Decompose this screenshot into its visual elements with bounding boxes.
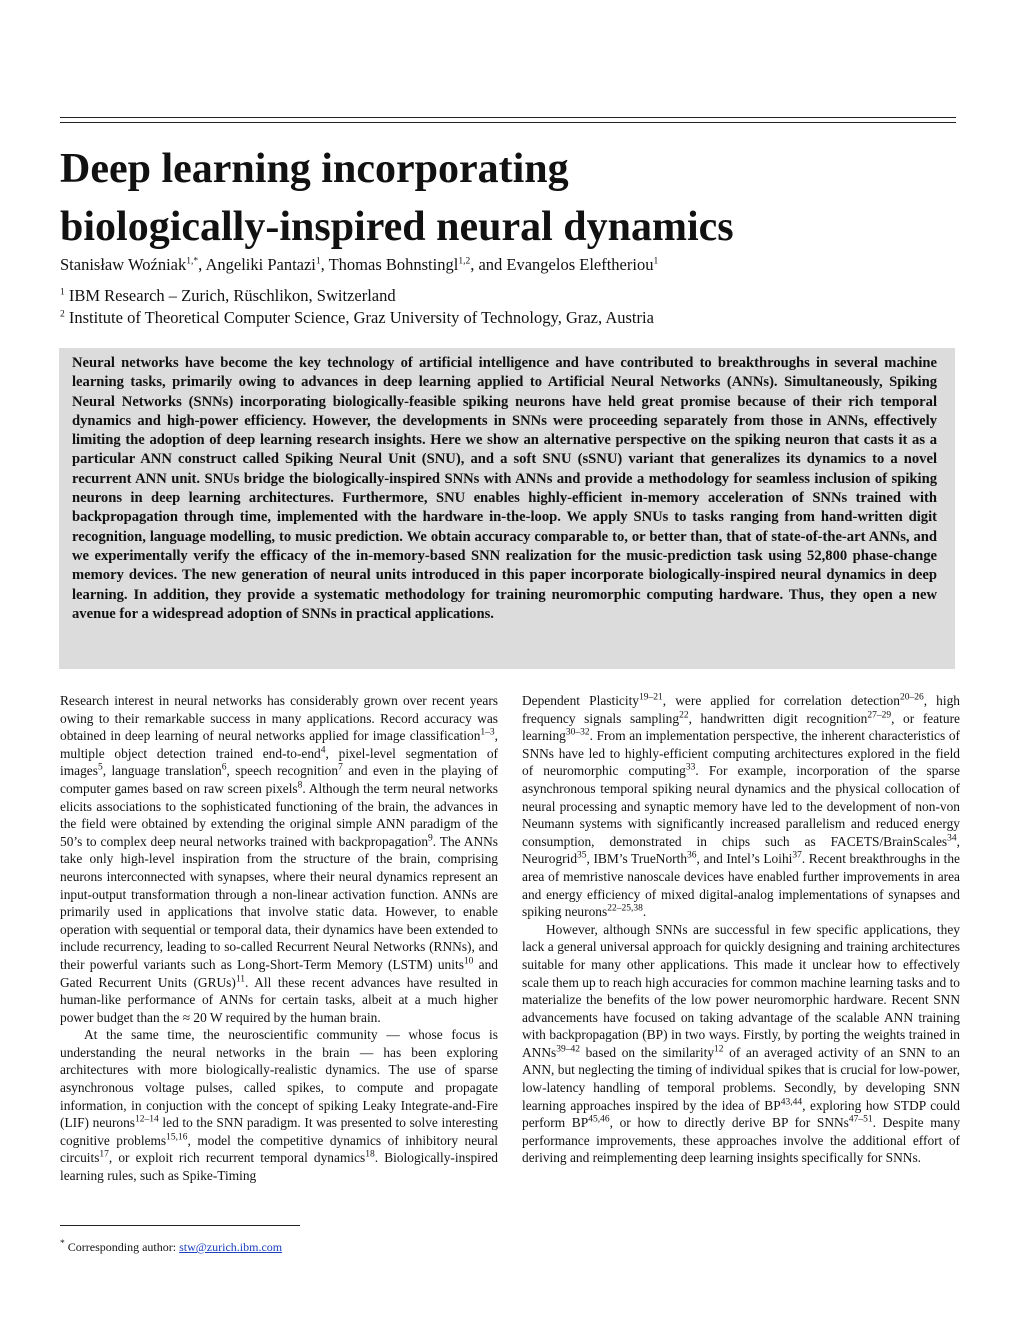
- author-affil-sup: 1: [315, 256, 321, 267]
- citation-ref: 1–3: [480, 727, 495, 738]
- citation-ref: 47–51: [848, 1114, 873, 1125]
- author-separator: ,: [198, 255, 206, 274]
- citation-ref: 30–32: [565, 727, 590, 738]
- paragraph-text: , were applied for correlation detection: [662, 693, 900, 708]
- citation-ref: 34: [947, 833, 957, 844]
- citation-ref: 5: [97, 762, 103, 773]
- citation-ref: 10: [463, 956, 474, 967]
- paragraph-text: , handwritten digit recognition: [688, 710, 868, 726]
- paragraph-text: . Recent breakthroughs in the area of memristive nanoscale devices have enabled further improvements in area and energy efficiency of mixed digital-analog implementations of synapses and spiking neurons: [522, 851, 960, 920]
- top-rule-1: [60, 117, 956, 118]
- paragraph-text: Dependent Plasticity: [522, 693, 639, 708]
- paragraph-text: , or feature learning: [522, 710, 960, 744]
- paragraph-text: , or how to directly derive BP for SNNs: [609, 1115, 849, 1131]
- paragraph-text: led to the SNN paradigm. It was presented to solve interesting cognitive problems: [60, 1115, 498, 1148]
- paragraph-text: , pixel-level segmentation of images: [60, 745, 499, 779]
- paper-title: [60, 140, 960, 256]
- paragraph-text: and Gated Recurrent Units (GRUs): [60, 956, 498, 990]
- paragraph-text: . Biologically-inspired learning rules, such as Spike-Timing: [60, 1150, 498, 1184]
- citation-ref: 7: [338, 762, 343, 773]
- citation-ref: 22: [679, 710, 689, 721]
- body-column-left: [60, 692, 498, 1185]
- footnote: [60, 1239, 282, 1255]
- paragraph-text: Research interest in neural networks has considerably grown over recent years owing to their remarkable success in many applications. Record accuracy was obtained in deep learning of neural networks applied for image classification: [60, 693, 498, 744]
- paragraph-text: and even in the playing of computer games based on raw screen pixels: [60, 763, 498, 796]
- author-affil-sup: 1: [653, 256, 659, 267]
- citation-ref: 12: [714, 1044, 724, 1055]
- email-link[interactable]: stw@zurich.ibm.com: [179, 1240, 283, 1254]
- citation-ref: 43,44: [780, 1097, 803, 1108]
- affiliation-number: 2: [60, 309, 65, 320]
- abstract-text: Neural networks have become the key technology of artificial intelligence and have contributed to breakthroughs in several machine learning tasks, primarily owing to advances in deep learning applied to Artificial Neural Networks (ANNs). Simultaneously, Spiking Neural Networks (SNNs) incorporating biologically-feasible spiking neurons have held great promise because of their rich temporal dynamics and high-power efficiency. However, the developments in SNNs were proceeding separately from those in ANNs, effectively limiting the adoption of deep learning research insights. Here we show an alternative perspective on the spiking neuron that casts it as a particular ANN construct called Spiking Neural Unit (SNU), and a soft SNU (sSNU) variant that generalizes its dynamics to a novel recurrent ANN unit. SNUs bridge the biologically-inspired SNNs with ANNs and provide a methodology for seamless inclusion of spiking neurons in deep learning architectures. Furthermore, SNU enables highly-efficient in-memory acceleration of SNNs trained with backpropagation through time, implemented with the hardware in-the-loop. We apply SNUs to tasks ranging from hand-written digit recognition, language modelling, to music prediction. We obtain accuracy comparable to, or better than, that of state-of-the-art ANNs, and we experimentally verify the efficacy of the in-memory-based SNN realization for the music-prediction task using 52,800 phase-change memory devices. The new generation of neural units introduced in this paper incorporate biologically-inspired neural dynamics in deep learning. In addition, they provide a systematic methodology for training neuromorphic computing hardware. Thus, they open a new avenue for a widespread adoption of SNNs in practical applications.: [72, 355, 937, 622]
- paragraph-text: , high frequency signals sampling: [522, 693, 960, 726]
- body-column-right: [522, 692, 960, 1167]
- footnote-rule: [60, 1225, 300, 1226]
- citation-ref: 12–14: [135, 1114, 159, 1125]
- body-paragraph: [522, 692, 960, 921]
- affiliation-1: [60, 285, 960, 307]
- citation-ref: 18: [365, 1149, 375, 1160]
- author-separator: ,: [320, 255, 329, 274]
- citation-ref: 27–29: [867, 710, 892, 721]
- footnote-label: Corresponding author:: [67, 1240, 180, 1254]
- abstract-box: [59, 348, 955, 669]
- paragraph-text: At the same time, the neuroscientific community — whose focus is understanding the neural networks in the brain — has been exploring architectures with more biologically-realistic dynamics. The use of sparse asynchronous voltage pulses, called spikes, to compute and propagate information, in conjuction with the concept of spiking Leaky Integrate-and-Fire (LIF) neurons: [60, 1027, 498, 1131]
- paragraph-text: . For example, incorporation of the sparse asynchronous temporal spiking neural dynamics and the physical collocation of neural processing and synaptic memory have led to the development of non-von Neumann systems with significantly increased parallelism and reduced energy consumption, demonstrated in chips such as FACETS/BrainScales: [522, 763, 960, 849]
- paragraph-text: , speech recognition: [226, 763, 339, 779]
- author-name: Thomas Bohnstingl: [328, 255, 459, 274]
- paragraph-text: , model the competitive dynamics of inhibitory neural circuits: [60, 1132, 499, 1166]
- author-name: Angeliki Pantazi: [205, 255, 316, 274]
- author-affil-sup: 1,*: [186, 256, 199, 267]
- body-paragraph: [60, 692, 498, 1026]
- paragraph-text: , or exploit rich recurrent temporal dynamics: [108, 1150, 366, 1166]
- body-paragraph: [60, 1026, 498, 1184]
- title-line-2: biologically-inspired neural dynamics: [60, 204, 734, 250]
- citation-ref: 11: [235, 974, 246, 985]
- title-line-1: Deep learning incorporating: [60, 146, 569, 192]
- citation-ref: 37: [792, 850, 802, 861]
- paragraph-text: , Neurogrid: [522, 833, 960, 867]
- footnote-mark: *: [60, 1239, 65, 1249]
- author-affil-sup: 1,2: [458, 256, 471, 267]
- paragraph-text: . Despite many performance improvements, these approaches involve the additional effort of deriving and reimplementing deep learning insights specifically for SNNs.: [522, 1115, 961, 1166]
- citation-ref: 36: [687, 850, 697, 861]
- affiliation-2: [60, 307, 960, 329]
- citation-ref: 19–21: [639, 692, 663, 703]
- author-list: [60, 254, 960, 276]
- author-name: Stanisław Woźniak: [60, 255, 187, 274]
- citation-ref: 9: [428, 833, 433, 844]
- paragraph-text: , and Intel’s Loihi: [696, 851, 793, 867]
- paragraph-text: . Although the term neural networks elicits associations to the sophisticated functioning of the brain, the advances in the field were obtained by extending the original simple ANN paradigm of the 50’s to complex deep neural networks trained with backpropagation: [60, 780, 498, 849]
- paragraph-text: of an averaged activity of an SNN to an ANN, but neglecting the timing of individual spikes that is crucial for low-power, low-latency handling of temporal problems. Secondly, by developing SNN learning approaches inspired by the idea of BP: [522, 1044, 960, 1113]
- citation-ref: 33: [685, 762, 696, 773]
- paragraph-text: .: [642, 904, 647, 920]
- paragraph-text: However, although SNNs are successful in few specific applications, they lack a general universal approach for quickly designing and training architectures suitable for many other applications. This made it unclear how to effectively scale them up to reach high accuracies for common machine learning tasks and to materialize the benefits of the low power neuromorphic hardware. Recent SNN advancements have focused on taking advantage of the scalable ANN training with backpropagation (BP) in two ways. Firstly, by porting the weights trained in ANNs: [522, 921, 960, 1060]
- affiliation-text: IBM Research – Zurich, Rüschlikon, Switzerland: [68, 286, 396, 305]
- citation-ref: 39–42: [556, 1044, 580, 1055]
- affiliation-number: 1: [60, 287, 65, 298]
- author-name: Evangelos Eleftheriou: [506, 255, 654, 274]
- citation-ref: 22–25,38: [607, 903, 643, 914]
- affiliation-text: Institute of Theoretical Computer Science, Graz University of Technology, Graz, Austria: [68, 308, 654, 327]
- citation-ref: 8: [297, 780, 303, 791]
- paragraph-text: , multiple object detection trained end-to-end: [60, 728, 498, 761]
- paragraph-text: . From an implementation perspective, the inherent characteristics of SNNs have led to highly-efficient computing architectures explored in the field of neuromorphic computing: [522, 728, 960, 779]
- body-paragraph: [522, 921, 960, 1167]
- citation-ref: 45,46: [588, 1114, 610, 1125]
- paragraph-text: , IBM’s TrueNorth: [586, 851, 688, 867]
- citation-ref: 6: [221, 762, 227, 773]
- paragraph-text: , language translation: [102, 763, 222, 779]
- citation-ref: 17: [99, 1149, 109, 1160]
- paragraph-text: based on the similarity: [579, 1044, 715, 1060]
- citation-ref: 35: [577, 850, 587, 861]
- citation-ref: 15,16: [166, 1132, 188, 1143]
- citation-ref: 20–26: [899, 692, 924, 703]
- paragraph-text: . The ANNs take only high-level inspiration from the structure of the brain, comprising neurons interconnected with synapses, where their neural dynamics represent an input-output transformation through a non-linear activation function. ANNs are primarily used in applications that involve static data. However, to enable operation with sequential or temporal data, their dynamics have been extended to include recurrency, leading to so-called Recurrent Neural Networks (RNNs), and their powerful variants such as Long-Short-Term Memory (LSTM) units: [60, 833, 498, 972]
- author-separator: , and: [470, 255, 507, 274]
- citation-ref: 4: [320, 745, 326, 756]
- paragraph-text: . All these recent advances have resulted in human-like performance of ANNs for certain tasks, albeit at a much higher power budget than the ≈ 20 W required by the human brain.: [60, 974, 498, 1025]
- paragraph-text: , exploring how STDP could perform BP: [522, 1097, 960, 1131]
- top-rule-2: [60, 122, 956, 123]
